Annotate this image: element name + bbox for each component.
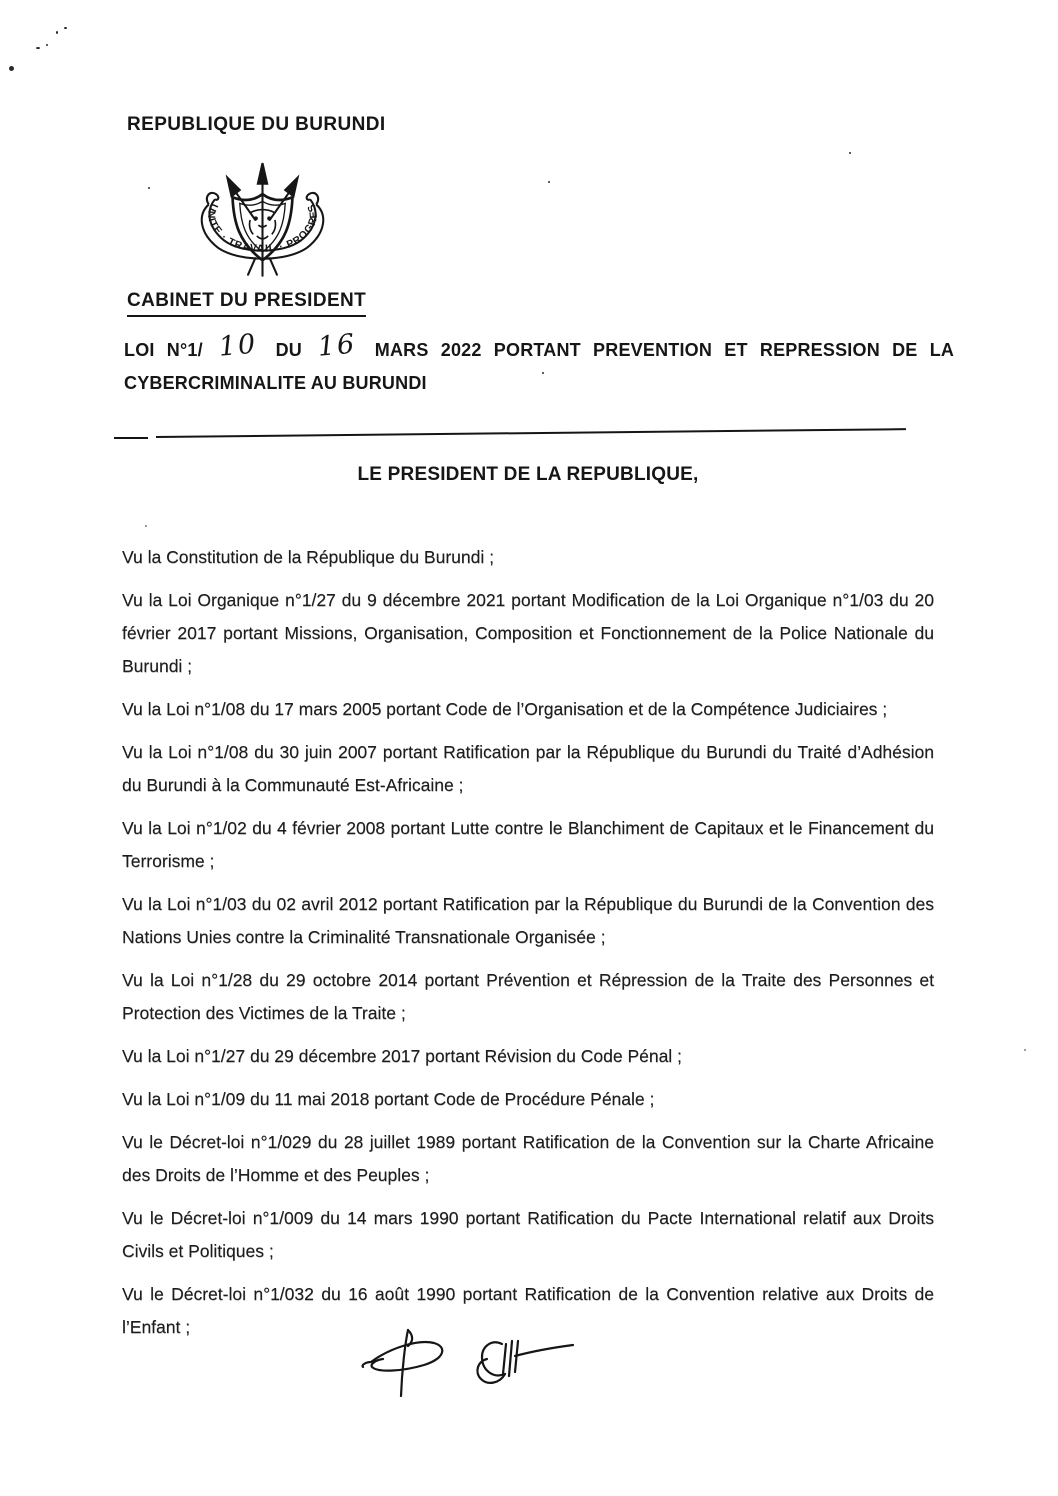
office-title: CABINET DU PRESIDENT (127, 290, 366, 317)
separator-rule (156, 428, 906, 438)
scan-speck (548, 181, 550, 183)
recital-paragraph: Vu la Loi n°1/03 du 02 avril 2012 portant Ratification par la République du Burundi de la Convention des Nations Unies contre la Criminalité Transnationale Organisée ; (122, 894, 934, 947)
scan-speck (9, 66, 14, 71)
law-title-rest: MARS 2022 PORTANT PREVENTION ET REPRESSION DE LA (374, 340, 955, 360)
recital-paragraph: Vu le Décret-loi n°1/029 du 28 juillet 1989 portant Ratification de la Convention sur la Charte Africaine des Droits de l’Homme et des Peuples ; (122, 1132, 934, 1185)
emblem-motto: UNITE · TRAVAIL · PROGRES (205, 201, 320, 255)
recital-paragraph: Vu la Loi Organique n°1/27 du 9 décembre 2021 portant Modification de la Loi Organique n°1/03 du 20 février 2017 portant Missions, Organisation, Composition et Fonctionnement de la Police Nationale du Burundi ; (122, 590, 934, 676)
scan-speck (36, 47, 40, 49)
recital-paragraph: Vu la Loi n°1/09 du 11 mai 2018 portant Code de Procédure Pénale ; (122, 1089, 655, 1109)
handwritten-day: 16 (316, 328, 358, 363)
law-title-line1 (124, 328, 955, 367)
handwritten-law-number: 10 (217, 328, 259, 363)
scan-speck (64, 27, 67, 29)
country-header: REPUBLIQUE DU BURUNDI (127, 114, 386, 135)
recital-paragraph: Vu la Loi n°1/27 du 29 décembre 2017 portant Révision du Code Pénal ; (122, 1046, 682, 1066)
burundi-coat-of-arms-icon (185, 160, 340, 284)
law-title-line2: CYBERCRIMINALITE AU BURUNDI (124, 373, 427, 393)
scan-speck (849, 152, 851, 154)
scan-speck (145, 525, 147, 527)
recital-paragraph: Vu la Loi n°1/28 du 29 octobre 2014 portant Prévention et Répression de la Traite des Personnes et Protection des Victimes de la Traite ; (122, 970, 934, 1023)
scan-speck (46, 44, 48, 46)
recital-paragraph: Vu la Constitution de la République du Burundi ; (122, 547, 494, 567)
law-title-prefix: LOI N°1/ (124, 340, 203, 360)
scan-speck (1024, 1049, 1026, 1051)
recitals (122, 541, 934, 1354)
recital-paragraph: Vu le Décret-loi n°1/009 du 14 mars 1990 portant Ratification du Pacte International relatif aux Droits Civils et Politiques ; (122, 1208, 934, 1261)
scan-speck (56, 31, 58, 34)
salutation: LE PRESIDENT DE LA REPUBLIQUE, (357, 464, 699, 485)
signature-paraph-1 (358, 1326, 454, 1400)
law-title-du: DU (275, 340, 302, 360)
recital-paragraph: Vu la Loi n°1/08 du 17 mars 2005 portant Code de l’Organisation et de la Compétence Judiciaires ; (122, 699, 888, 719)
separator-rule-segment (114, 437, 148, 439)
recital-paragraph: Vu la Loi n°1/08 du 30 juin 2007 portant Ratification par la République du Burundi du Traité d’Adhésion du Burundi à la Communauté Est-Africaine ; (122, 742, 934, 795)
signature-paraph-2 (470, 1331, 578, 1397)
law-title (124, 328, 955, 400)
recital-paragraph: Vu le Décret-loi n°1/032 du 16 août 1990 portant Ratification de la Convention relative aux Droits de l’Enfant ; (122, 1284, 934, 1337)
scan-speck (148, 187, 150, 189)
recital-paragraph: Vu la Loi n°1/02 du 4 février 2008 portant Lutte contre le Blanchiment de Capitaux et le Financement du Terrorisme ; (122, 818, 934, 871)
